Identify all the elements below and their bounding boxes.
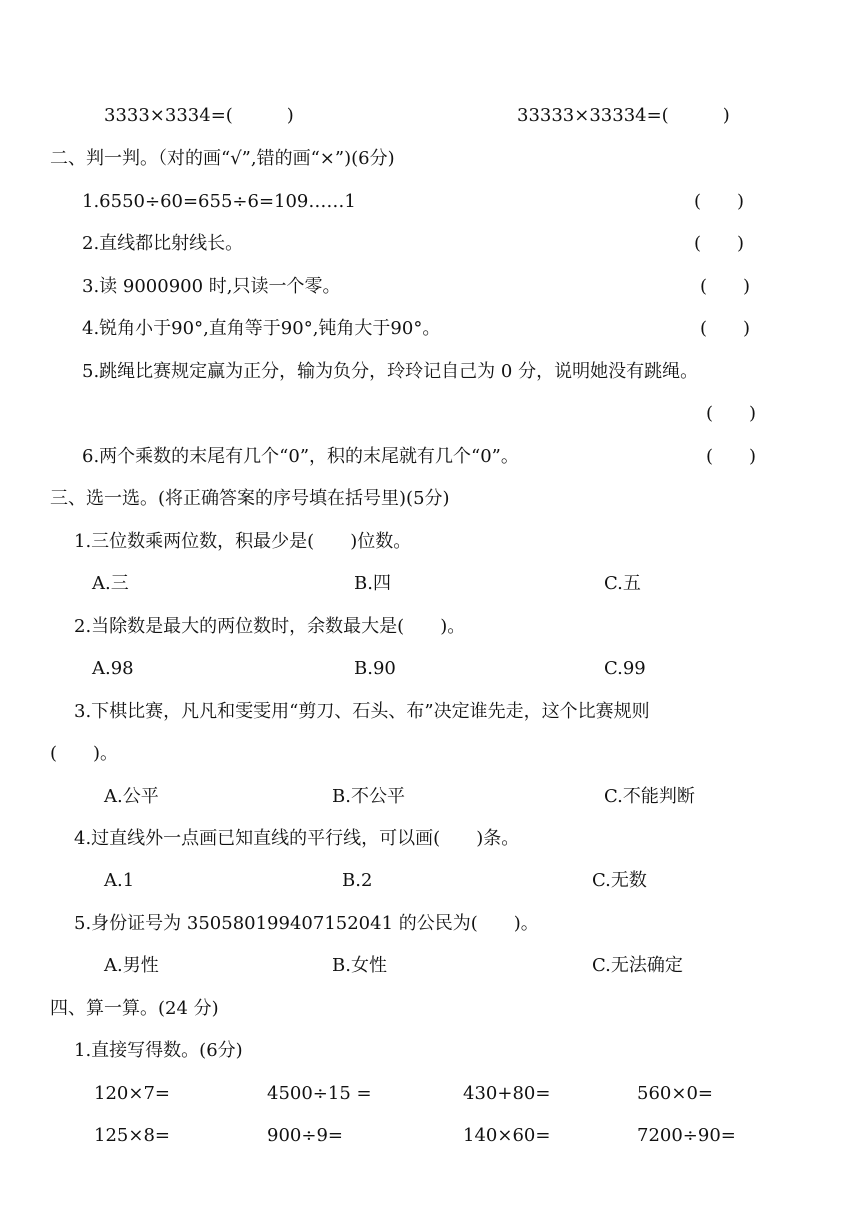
mental-calc-item: 125×8= xyxy=(94,1125,170,1146)
choice-question-3-blank: ( )。 xyxy=(50,743,119,764)
choice-option-3a[interactable]: A.公平 xyxy=(104,786,159,807)
choice-option-5a[interactable]: A.男性 xyxy=(104,955,159,976)
mental-calc-item: 120×7= xyxy=(94,1083,170,1104)
mental-calc-item: 430+80= xyxy=(463,1083,551,1104)
choice-option-2c[interactable]: C.99 xyxy=(604,658,646,679)
judge-item-3: 3.读 9000900 时,只读一个零。 xyxy=(82,276,341,297)
choice-question-3: 3.下棋比赛，凡凡和雯雯用“剪刀、石头、布”决定谁先走，这个比赛规则 xyxy=(74,701,650,722)
choice-option-1b[interactable]: B.四 xyxy=(354,573,391,594)
judge-item-2: 2.直线都比射线长。 xyxy=(82,233,244,254)
judge-item-6: 6.两个乘数的末尾有几个“0”，积的末尾就有几个“0”。 xyxy=(82,446,519,467)
choice-option-3c[interactable]: C.不能判断 xyxy=(604,786,695,807)
section-3-header: 三、选一选。(将正确答案的序号填在括号里)(5分) xyxy=(50,488,450,509)
choice-option-4c[interactable]: C.无数 xyxy=(592,870,647,891)
choice-question-5: 5.身份证号为 350580199407152041 的公民为( )。 xyxy=(74,913,539,934)
mental-calc-item: 140×60= xyxy=(463,1125,551,1146)
choice-option-1c[interactable]: C.五 xyxy=(604,573,641,594)
mental-calc-item: 560×0= xyxy=(637,1083,713,1104)
mental-calc-item: 900÷9= xyxy=(267,1125,343,1146)
choice-option-2a[interactable]: A.98 xyxy=(92,658,134,679)
mental-calc-item: 4500÷15 = xyxy=(267,1083,372,1104)
judge-answer-blank-3[interactable]: ( ) xyxy=(700,276,751,297)
judge-answer-blank-6[interactable]: ( ) xyxy=(706,446,757,467)
choice-option-5c[interactable]: C.无法确定 xyxy=(592,955,683,976)
section-4-header: 四、算一算。(24 分) xyxy=(50,998,219,1019)
choice-option-4b[interactable]: B.2 xyxy=(342,870,373,891)
judge-answer-blank-2[interactable]: ( ) xyxy=(694,233,745,254)
judge-answer-blank-4[interactable]: ( ) xyxy=(700,318,751,339)
judge-answer-blank-5[interactable]: ( ) xyxy=(706,403,757,424)
mental-calc-item: 7200÷90= xyxy=(637,1125,736,1146)
choice-question-4: 4.过直线外一点画已知直线的平行线，可以画( )条。 xyxy=(74,828,520,849)
judge-item-5: 5.跳绳比赛规定赢为正分，输为负分，玲玲记自己为 0 分，说明她没有跳绳。 xyxy=(82,361,699,382)
calc-item-left: 3333×3334=( ) xyxy=(104,105,294,126)
judge-answer-blank-1[interactable]: ( ) xyxy=(694,191,745,212)
calc-item-right: 33333×33334=( ) xyxy=(517,105,730,126)
section-4-subheader: 1.直接写得数。(6分) xyxy=(74,1040,243,1061)
choice-option-1a[interactable]: A.三 xyxy=(92,573,129,594)
choice-option-2b[interactable]: B.90 xyxy=(354,658,396,679)
judge-item-1: 1.6550÷60=655÷6=109……1 xyxy=(82,191,356,212)
choice-option-4a[interactable]: A.1 xyxy=(104,870,135,891)
judge-item-4: 4.锐角小于90°,直角等于90°,钝角大于90°。 xyxy=(82,318,441,339)
choice-question-2: 2.当除数是最大的两位数时，余数最大是( )。 xyxy=(74,616,466,637)
section-2-header: 二、判一判。（对的画“√”,错的画“×”)(6分) xyxy=(50,148,395,169)
choice-option-3b[interactable]: B.不公平 xyxy=(332,786,405,807)
choice-question-1: 1.三位数乘两位数，积最少是( )位数。 xyxy=(74,531,412,552)
choice-option-5b[interactable]: B.女性 xyxy=(332,955,387,976)
